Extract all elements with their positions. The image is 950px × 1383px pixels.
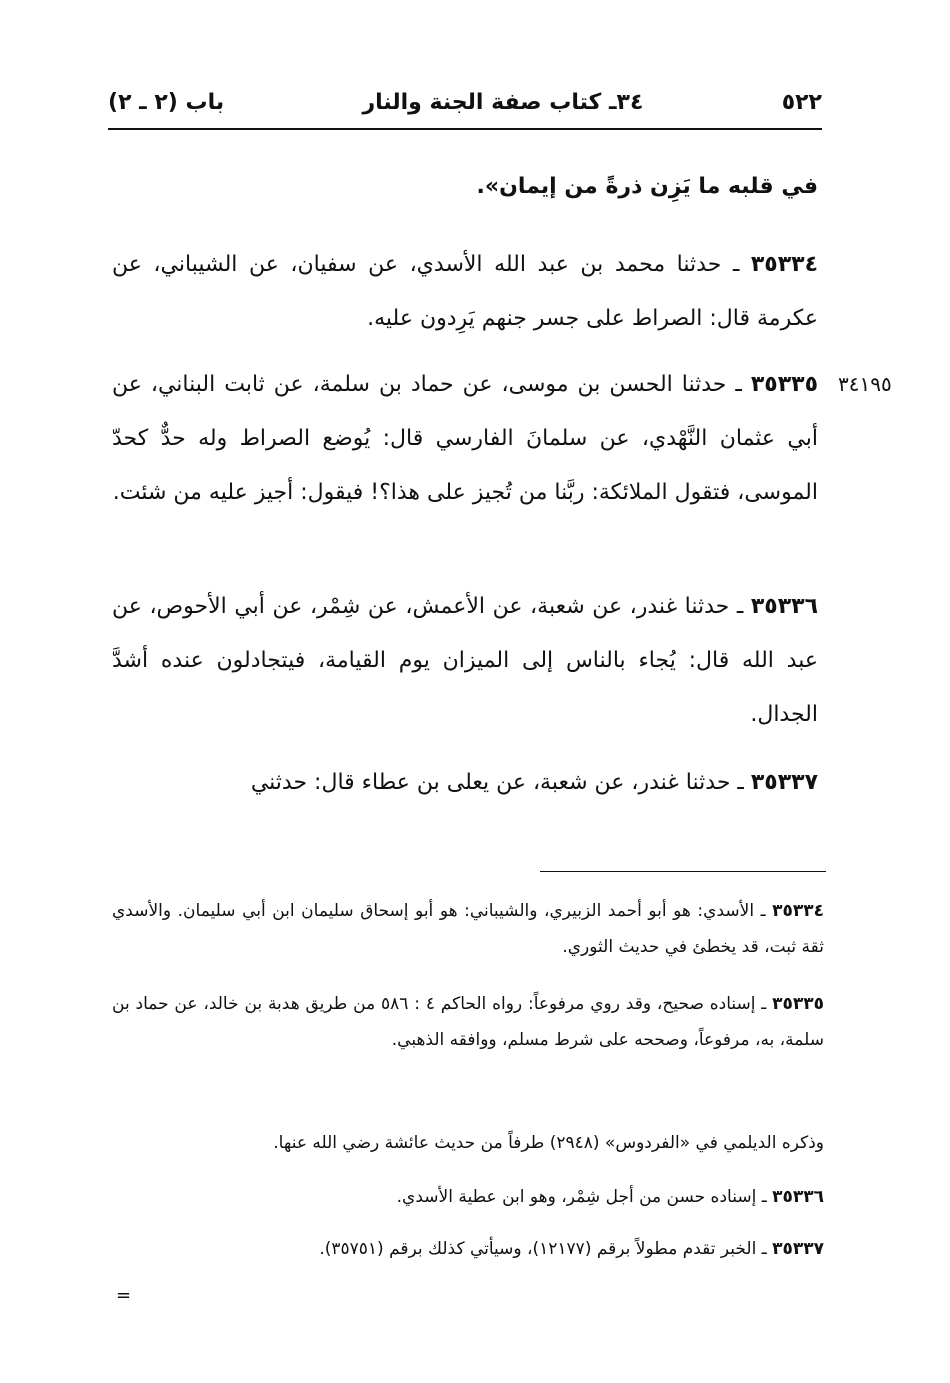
hadith-text: ـ حدثنا غندر، عن شعبة، عن الأعمش، عن شِمْر، عن أبي الأحوص، عن عبد الله قال: يُجاء بالناس إلى الميزان يوم القيامة، فيتجادلون عنده أشدَّ الجدال. <box>112 594 818 727</box>
hadith-number: ٣٥٣٣٦ <box>750 594 818 619</box>
hadith-text: ـ حدثنا غندر، عن شعبة، عن يعلى بن عطاء قال: حدثني <box>250 770 751 795</box>
hadith-35336 <box>112 580 818 742</box>
footnote-35335 <box>112 986 824 1058</box>
header-rule <box>108 128 822 130</box>
hadith-35335 <box>112 358 818 520</box>
hadith-number: ٣٥٣٣٥ <box>750 372 818 397</box>
footnote-text: وذكره الديلمي في «الفردوس» (٢٩٤٨) طرفاً من حديث عائشة رضي الله عنها. <box>273 1133 824 1153</box>
footnote-text: ـ الخبر تقدم مطولاً برقم (١٢١٧٧)، وسيأتي كذلك برقم (٣٥٧٥١). <box>319 1239 773 1259</box>
continuation-text: في قلبه ما يَزِن ذرةً من إيمان». <box>476 174 818 199</box>
margin-cross-reference: ٣٤١٩٥ <box>838 372 892 396</box>
hadith-number: ٣٥٣٣٧ <box>750 770 818 795</box>
page-number: ٥٢٢ <box>781 89 822 115</box>
footnote-number: ٣٥٣٣٥ <box>772 994 824 1014</box>
continuation-paragraph <box>112 160 818 214</box>
footnote-number: ٣٥٣٣٦ <box>772 1187 824 1207</box>
hadith-text: ـ حدثنا محمد بن عبد الله الأسدي، عن سفيان، عن الشيباني، عن عكرمة قال: الصراط على جسر جنهم يَرِدون عليه. <box>112 252 818 331</box>
footnote-text: ـ إسناده حسن من أجل شِمْر، وهو ابن عطية الأسدي. <box>396 1187 773 1207</box>
footnote-text: ـ إسناده صحيح، وقد روي مرفوعاً: رواه الحاكم ٤ : ٥٨٦ من طريق هدبة بن خالد، عن حماد بن سلمة، به، مرفوعاً، وصححه على شرط مسلم، ووافقه الذهبي. <box>112 994 824 1050</box>
continuation-mark: = <box>116 1285 132 1306</box>
chapter-label: باب (٢ ـ ٢) <box>108 89 225 115</box>
footnote-text: ـ الأسدي: هو أبو أحمد الزبيري، والشيباني: هو أبو إسحاق سليمان ابن أبي سليمان. والأسدي ثقة ثبت، قد يخطئ في حديث الثوري. <box>112 901 824 957</box>
footnote-number: ٣٥٣٣٧ <box>772 1239 824 1259</box>
book-title: ٣٤ـ كتاب صفة الجنة والنار <box>362 89 644 115</box>
footnote-35337 <box>112 1231 824 1267</box>
page-header <box>108 82 822 122</box>
footnote-35334 <box>112 893 824 965</box>
footnote-35336 <box>112 1179 824 1215</box>
footnote-rule <box>540 871 826 872</box>
hadith-text: ـ حدثنا الحسن بن موسى، عن حماد بن سلمة، عن ثابت البناني، عن أبي عثمان النَّهْدي، عن سلمانَ الفارسي قال: يُوضع الصراط وله حدٌّ كحدّ الموسى، فتقول الملائكة: ربَّنا من تُجيز على هذا؟! فيقول: أجيز عليه من شئت. <box>112 372 818 505</box>
footnote-number: ٣٥٣٣٤ <box>772 901 824 921</box>
hadith-35337 <box>112 756 818 810</box>
hadith-number: ٣٥٣٣٤ <box>750 252 818 277</box>
footnote-35335-continuation <box>112 1125 824 1161</box>
hadith-35334 <box>112 238 818 346</box>
